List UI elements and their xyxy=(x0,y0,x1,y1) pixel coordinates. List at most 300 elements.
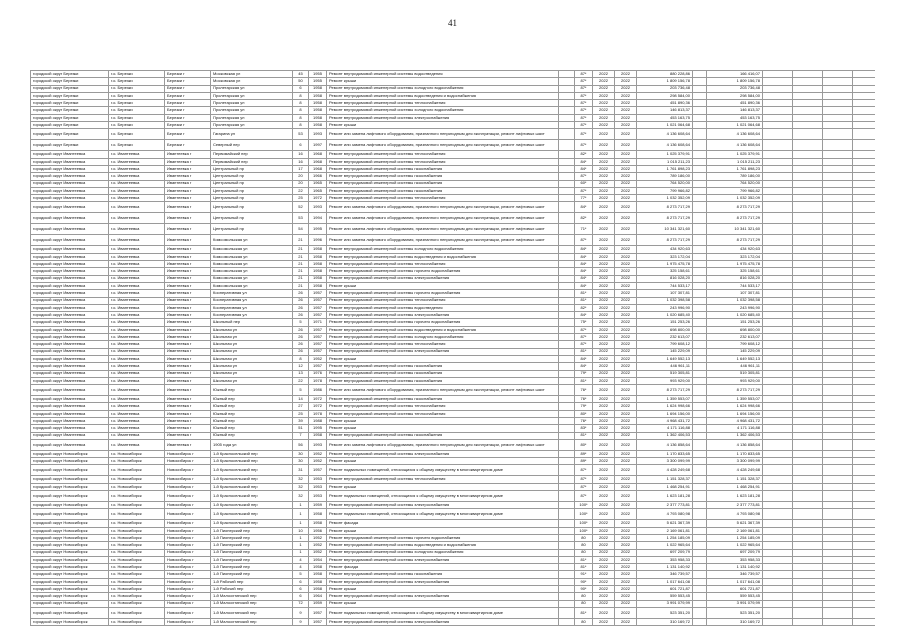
table-cell: г.о. Ивантеевка xyxy=(109,403,165,410)
empty-cell xyxy=(793,385,823,396)
table-cell: г.о. Березки xyxy=(109,122,165,129)
empty-cell xyxy=(853,417,876,424)
table-cell xyxy=(693,534,707,541)
table-cell: 2022 xyxy=(593,509,615,520)
empty-cell xyxy=(853,607,876,618)
table-cell: 146 813,37 xyxy=(637,107,693,114)
table-cell: 8 273 717,29 xyxy=(707,213,763,224)
table-cell: г.о. Березки xyxy=(109,100,165,107)
empty-cell xyxy=(763,180,793,187)
table-cell: 2022 xyxy=(593,253,615,260)
table-cell: 7 xyxy=(293,432,309,439)
empty-cell xyxy=(823,410,853,417)
table-cell: 2 377 773,81 xyxy=(637,502,693,509)
table-cell: 2022 xyxy=(615,100,637,107)
table-cell xyxy=(693,92,707,99)
empty-cell xyxy=(853,140,876,151)
empty-cell xyxy=(793,253,823,260)
table-cell: Ремонт или замена лифтового оборудования, признанного непригодным для эксплуатации, ремонт лифтовых шахт xyxy=(327,235,559,246)
table-cell: 1 131 140,92 xyxy=(637,564,693,571)
table-cell: Ивантеевка г xyxy=(165,370,211,377)
table-cell: Южный пер xyxy=(211,403,293,410)
empty-cell xyxy=(793,549,823,556)
table-cell: 2022 xyxy=(615,290,637,297)
table-cell: г.о. Новосибирск xyxy=(109,465,165,476)
table-cell: г.о. Новосибирск xyxy=(109,527,165,534)
empty-cell xyxy=(823,213,853,224)
table-cell: 26 xyxy=(293,341,309,348)
table-cell: Ремонт внутридомовой инженерной системы теплоснабжения xyxy=(327,100,559,107)
empty-cell xyxy=(853,450,876,457)
table-cell: 1952 xyxy=(309,450,327,457)
empty-cell xyxy=(793,202,823,213)
table-cell: 4 171 116,88 xyxy=(637,425,693,432)
table-cell: городской округ Новосибирск xyxy=(31,502,109,509)
table-cell: Ремонт внутридомовой инженерной системы теплоснабжения xyxy=(327,476,559,483)
table-cell: Ремонт или замена лифтового оборудования, признанного непригодным для эксплуатации, ремонт лифтовых шахт xyxy=(327,129,559,140)
table-cell: Ивантеевка г xyxy=(165,334,211,341)
table-row xyxy=(31,107,876,114)
table-cell xyxy=(559,275,575,282)
empty-cell xyxy=(853,520,876,527)
empty-cell xyxy=(853,355,876,362)
table-cell: 2022 xyxy=(593,213,615,224)
table-cell: 1958 xyxy=(309,578,327,585)
table-cell: городской округ Ивантеевка xyxy=(31,410,109,417)
table-cell: Ремонт внутридомовой инженерной системы водоотведения и водоснабжения xyxy=(327,326,559,333)
table-cell: 80* xyxy=(575,439,593,450)
empty-cell xyxy=(793,618,823,625)
empty-cell xyxy=(853,326,876,333)
table-cell xyxy=(559,509,575,520)
empty-cell xyxy=(793,195,823,202)
empty-cell xyxy=(763,534,793,541)
table-cell xyxy=(559,586,575,593)
table-cell: 2022 xyxy=(615,122,637,129)
empty-cell xyxy=(793,483,823,490)
table-cell: 1954 xyxy=(309,556,327,563)
table-cell: 4 428 249,68 xyxy=(707,465,763,476)
empty-cell xyxy=(793,107,823,114)
table-row xyxy=(31,465,876,476)
table-cell: 1953 xyxy=(309,476,327,483)
table-cell xyxy=(559,235,575,246)
table-cell: 2022 xyxy=(593,377,615,384)
table-cell: 1957 xyxy=(309,326,327,333)
empty-cell xyxy=(793,85,823,92)
table-cell: 1 032 398,58 xyxy=(637,297,693,304)
table-cell: Новосибирск г xyxy=(165,578,211,585)
empty-cell xyxy=(853,282,876,289)
empty-cell xyxy=(763,483,793,490)
table-row xyxy=(31,275,876,282)
table-row xyxy=(31,129,876,140)
empty-cell xyxy=(823,586,853,593)
empty-cell xyxy=(853,92,876,99)
table-cell: 4 xyxy=(293,556,309,563)
empty-cell xyxy=(793,425,823,432)
table-cell: 1 761 898,23 xyxy=(637,165,693,172)
table-cell: 2022 xyxy=(615,520,637,527)
table-cell: городской округ Новосибирск xyxy=(31,564,109,571)
table-cell: Березки г xyxy=(165,71,211,78)
table-cell: г.о. Березки xyxy=(109,107,165,114)
table-cell: 2022 xyxy=(593,564,615,571)
table-row xyxy=(31,534,876,541)
table-cell: 2022 xyxy=(615,363,637,370)
table-cell: 2022 xyxy=(593,78,615,85)
empty-cell xyxy=(823,195,853,202)
table-cell: Школьная ул xyxy=(211,363,293,370)
table-cell xyxy=(693,458,707,465)
table-cell: 1-й Малоохтинский пер xyxy=(211,607,293,618)
table-cell xyxy=(693,304,707,311)
table-cell: 2022 xyxy=(593,312,615,319)
table-cell: 2022 xyxy=(593,491,615,502)
table-cell: Школьная ул xyxy=(211,355,293,362)
table-row xyxy=(31,403,876,410)
table-cell: городской округ Новосибирск xyxy=(31,509,109,520)
table-cell: 1 468 254,91 xyxy=(707,483,763,490)
table-cell: 2022 xyxy=(593,275,615,282)
table-cell: 8 273 717,29 xyxy=(637,385,693,396)
table-row xyxy=(31,165,876,172)
table-cell: 2022 xyxy=(593,520,615,527)
table-cell: городской округ Березки xyxy=(31,85,109,92)
table-cell: г.о. Новосибирск xyxy=(109,534,165,541)
table-cell xyxy=(559,618,575,625)
table-cell: городской округ Ивантеевка xyxy=(31,355,109,362)
table-cell: 310 169,72 xyxy=(637,618,693,625)
empty-cell xyxy=(793,213,823,224)
table-cell: 107 307,81 xyxy=(707,290,763,297)
table-cell: Новосибирск г xyxy=(165,491,211,502)
table-cell: 2022 xyxy=(593,319,615,326)
table-cell: городской округ Ивантеевка xyxy=(31,403,109,410)
table-cell: городской округ Ивантеевка xyxy=(31,417,109,424)
table-cell xyxy=(693,122,707,129)
empty-cell xyxy=(763,450,793,457)
table-cell: Ремонт или замена лифтового оборудования, признанного непригодным для эксплуатации, ремонт лифтовых шахт xyxy=(327,213,559,224)
table-cell xyxy=(693,158,707,165)
table-cell: 2022 xyxy=(615,319,637,326)
table-cell: 22 xyxy=(293,187,309,194)
table-cell xyxy=(693,253,707,260)
table-cell: 1 131 140,92 xyxy=(707,564,763,571)
empty-cell xyxy=(793,520,823,527)
table-cell: 30 xyxy=(293,450,309,457)
table-row xyxy=(31,341,876,348)
empty-cell xyxy=(823,202,853,213)
table-cell xyxy=(559,385,575,396)
table-cell: Ремонт внутридомовой инженерной системы газоснабжения xyxy=(327,187,559,194)
empty-cell xyxy=(793,348,823,355)
table-cell: 1 649 552,13 xyxy=(707,355,763,362)
table-cell: 145 229,09 xyxy=(707,348,763,355)
table-cell: Новосибирск г xyxy=(165,502,211,509)
empty-cell xyxy=(853,370,876,377)
empty-cell xyxy=(763,542,793,549)
table-cell: 100* xyxy=(575,509,593,520)
empty-cell xyxy=(793,586,823,593)
table-cell: Школьный пер xyxy=(211,319,293,326)
empty-cell xyxy=(793,527,823,534)
table-cell: 87* xyxy=(575,100,593,107)
empty-cell xyxy=(853,348,876,355)
table-row xyxy=(31,363,876,370)
empty-cell xyxy=(823,370,853,377)
table-cell: 1995 xyxy=(309,425,327,432)
table-cell: г.о. Березки xyxy=(109,85,165,92)
table-cell: городской округ Ивантеевка xyxy=(31,439,109,450)
table-cell: Пролетарская ул xyxy=(211,122,293,129)
table-cell: 2022 xyxy=(615,527,637,534)
table-cell: 10 341 321,60 xyxy=(707,224,763,235)
table-cell: городской округ Новосибирск xyxy=(31,465,109,476)
table-cell: 1-й Рабочий пер xyxy=(211,586,293,593)
table-cell xyxy=(559,450,575,457)
table-cell: г.о. Новосибирск xyxy=(109,600,165,607)
table-row xyxy=(31,253,876,260)
empty-cell xyxy=(793,158,823,165)
table-cell xyxy=(693,377,707,384)
table-cell: Ремонт подвальных помещений, относящихся к общему имуществу в многоквартирном доме xyxy=(327,491,559,502)
table-row xyxy=(31,235,876,246)
table-cell: Ивантеевка г xyxy=(165,377,211,384)
empty-cell xyxy=(853,304,876,311)
table-cell: Комсомольская ул xyxy=(211,246,293,253)
table-cell: 84* xyxy=(575,253,593,260)
table-cell: 1 032 352,09 xyxy=(707,195,763,202)
table-cell: Комсомольская ул xyxy=(211,261,293,268)
table-cell: 451 890,36 xyxy=(637,100,693,107)
empty-cell xyxy=(853,312,876,319)
table-cell: 87* xyxy=(575,483,593,490)
table-cell: 1 623 181,28 xyxy=(637,491,693,502)
table-row xyxy=(31,297,876,304)
table-cell: г.о. Ивантеевка xyxy=(109,363,165,370)
table-row xyxy=(31,483,876,490)
table-cell: Березки г xyxy=(165,100,211,107)
table-cell xyxy=(693,542,707,549)
empty-cell xyxy=(823,564,853,571)
empty-cell xyxy=(793,246,823,253)
empty-cell xyxy=(763,165,793,172)
empty-cell xyxy=(853,246,876,253)
table-cell: г.о. Ивантеевка xyxy=(109,334,165,341)
table-cell: 2022 xyxy=(615,450,637,457)
empty-cell xyxy=(763,261,793,268)
table-cell xyxy=(693,275,707,282)
table-cell: г.о. Новосибирск xyxy=(109,578,165,585)
table-cell: 22 xyxy=(293,377,309,384)
table-cell: городской округ Ивантеевка xyxy=(31,187,109,194)
table-cell: 1952 xyxy=(309,355,327,362)
table-cell: городской округ Березки xyxy=(31,71,109,78)
table-cell: 84* xyxy=(575,246,593,253)
empty-cell xyxy=(763,370,793,377)
table-cell: 451 890,36 xyxy=(707,100,763,107)
table-cell: 1956 xyxy=(309,527,327,534)
table-cell: г.о. Ивантеевка xyxy=(109,348,165,355)
table-cell: г.о. Новосибирск xyxy=(109,571,165,578)
empty-cell xyxy=(793,140,823,151)
table-cell: г.о. Ивантеевка xyxy=(109,312,165,319)
empty-cell xyxy=(853,297,876,304)
table-cell: г.о. Новосибирск xyxy=(109,556,165,563)
table-cell: Комсомольская ул xyxy=(211,282,293,289)
table-cell: 26 xyxy=(293,334,309,341)
table-cell xyxy=(693,417,707,424)
table-cell: 1 359 553,07 xyxy=(637,396,693,403)
table-cell: 1957 xyxy=(309,363,327,370)
table-cell: 1978 xyxy=(309,377,327,384)
table-cell: г.о. Ивантеевка xyxy=(109,425,165,432)
table-cell: городской округ Ивантеевка xyxy=(31,253,109,260)
table-cell xyxy=(559,187,575,194)
table-row xyxy=(31,180,876,187)
table-cell: 2022 xyxy=(615,618,637,625)
table-cell: 8 273 717,29 xyxy=(637,213,693,224)
table-cell: 1957 xyxy=(309,341,327,348)
empty-cell xyxy=(853,502,876,509)
empty-cell xyxy=(793,377,823,384)
table-cell: 1955 xyxy=(309,78,327,85)
empty-cell xyxy=(763,618,793,625)
table-cell xyxy=(559,261,575,268)
table-cell: Ремонт крыши xyxy=(327,122,559,129)
table-cell: Ивантеевка г xyxy=(165,213,211,224)
table-cell xyxy=(693,385,707,396)
empty-cell xyxy=(763,158,793,165)
table-cell: 1 170 833,65 xyxy=(707,450,763,457)
empty-cell xyxy=(763,282,793,289)
table-cell: 2022 xyxy=(615,334,637,341)
empty-cell xyxy=(853,261,876,268)
table-cell: Пролетарская ул xyxy=(211,114,293,121)
table-cell xyxy=(559,377,575,384)
table-cell: Московская ул xyxy=(211,78,293,85)
table-cell: 83* xyxy=(575,425,593,432)
table-cell: г.о. Ивантеевка xyxy=(109,370,165,377)
empty-cell xyxy=(763,520,793,527)
table-cell: Школьная ул xyxy=(211,341,293,348)
table-cell: 8 273 717,29 xyxy=(637,202,693,213)
table-cell xyxy=(693,129,707,140)
table-row xyxy=(31,396,876,403)
table-cell: Пролетарская ул xyxy=(211,85,293,92)
empty-cell xyxy=(853,180,876,187)
empty-cell xyxy=(763,312,793,319)
table-cell: городской округ Новосибирск xyxy=(31,542,109,549)
table-cell: городской округ Ивантеевка xyxy=(31,202,109,213)
empty-cell xyxy=(763,253,793,260)
table-cell: 10 341 321,60 xyxy=(637,224,693,235)
table-cell: 10 xyxy=(293,527,309,534)
table-cell: Березки г xyxy=(165,122,211,129)
empty-cell xyxy=(763,348,793,355)
table-cell: 3 991 079,99 xyxy=(637,600,693,607)
table-cell: Комсомольская ул xyxy=(211,253,293,260)
empty-cell xyxy=(823,534,853,541)
table-cell: 2022 xyxy=(615,268,637,275)
table-cell: Ремонт внутридомовой инженерной системы электроснабжения xyxy=(327,618,559,625)
table-cell: городской округ Ивантеевка xyxy=(31,268,109,275)
empty-cell xyxy=(763,509,793,520)
table-cell: Ремонт внутридомовой инженерной системы теплоснабжения xyxy=(327,195,559,202)
table-cell: 3 300 099,99 xyxy=(637,458,693,465)
table-cell: Ивантеевка г xyxy=(165,235,211,246)
table-cell: Ремонт внутридомовой инженерной системы водоотведения и водоснабжения xyxy=(327,542,559,549)
table-cell: г.о. Ивантеевка xyxy=(109,158,165,165)
table-cell: 2022 xyxy=(615,385,637,396)
table-cell: Кооперативная ул xyxy=(211,304,293,311)
empty-cell xyxy=(763,290,793,297)
empty-cell xyxy=(793,187,823,194)
table-cell: Новосибирск г xyxy=(165,586,211,593)
table-cell: Ивантеевка г xyxy=(165,158,211,165)
table-cell: Ремонт крыши xyxy=(327,600,559,607)
table-row xyxy=(31,491,876,502)
table-cell: 81* xyxy=(575,290,593,297)
table-cell: 2022 xyxy=(615,458,637,465)
table-cell: городской округ Новосибирск xyxy=(31,527,109,534)
table-cell: 9 xyxy=(293,618,309,625)
table-cell: 1-й Пионерский пер xyxy=(211,571,293,578)
empty-cell xyxy=(763,600,793,607)
empty-cell xyxy=(823,78,853,85)
table-cell: городской округ Ивантеевка xyxy=(31,319,109,326)
table-row xyxy=(31,439,876,450)
table-cell: Ремонт внутридомовой инженерной системы водоотведения xyxy=(327,304,559,311)
table-cell: 2022 xyxy=(593,450,615,457)
empty-cell xyxy=(793,476,823,483)
empty-cell xyxy=(793,417,823,424)
table-cell: 87* xyxy=(575,465,593,476)
table-cell: 2022 xyxy=(615,571,637,578)
table-cell: городской округ Березки xyxy=(31,129,109,140)
table-cell: 2022 xyxy=(593,235,615,246)
table-cell: 993 929,00 xyxy=(707,377,763,384)
table-cell: Новосибирск г xyxy=(165,476,211,483)
table-cell: Ремонт внутридомовой инженерной системы электроснабжения xyxy=(327,578,559,585)
table-cell: 2022 xyxy=(593,202,615,213)
table-cell xyxy=(693,246,707,253)
table-cell: 764 520,00 xyxy=(707,180,763,187)
table-cell: Ремонт крыши xyxy=(327,458,559,465)
empty-cell xyxy=(793,114,823,121)
empty-cell xyxy=(823,100,853,107)
table-cell: 2022 xyxy=(615,107,637,114)
table-cell: Березки г xyxy=(165,85,211,92)
empty-cell xyxy=(793,78,823,85)
table-cell: г.о. Новосибирск xyxy=(109,483,165,490)
table-cell: Ремонт внутридомовой инженерной системы холодного водоснабжения xyxy=(327,85,559,92)
table-cell: 2022 xyxy=(615,140,637,151)
table-row xyxy=(31,509,876,520)
table-cell: городской округ Новосибирск xyxy=(31,571,109,578)
table-cell xyxy=(693,355,707,362)
table-cell: 82* xyxy=(575,151,593,158)
table-cell: Центральный пр xyxy=(211,224,293,235)
table-cell: Северный пер xyxy=(211,140,293,151)
table-cell: 1957 xyxy=(309,618,327,625)
empty-cell xyxy=(763,326,793,333)
table-row xyxy=(31,334,876,341)
empty-cell xyxy=(763,319,793,326)
table-cell xyxy=(693,425,707,432)
empty-cell xyxy=(853,534,876,541)
